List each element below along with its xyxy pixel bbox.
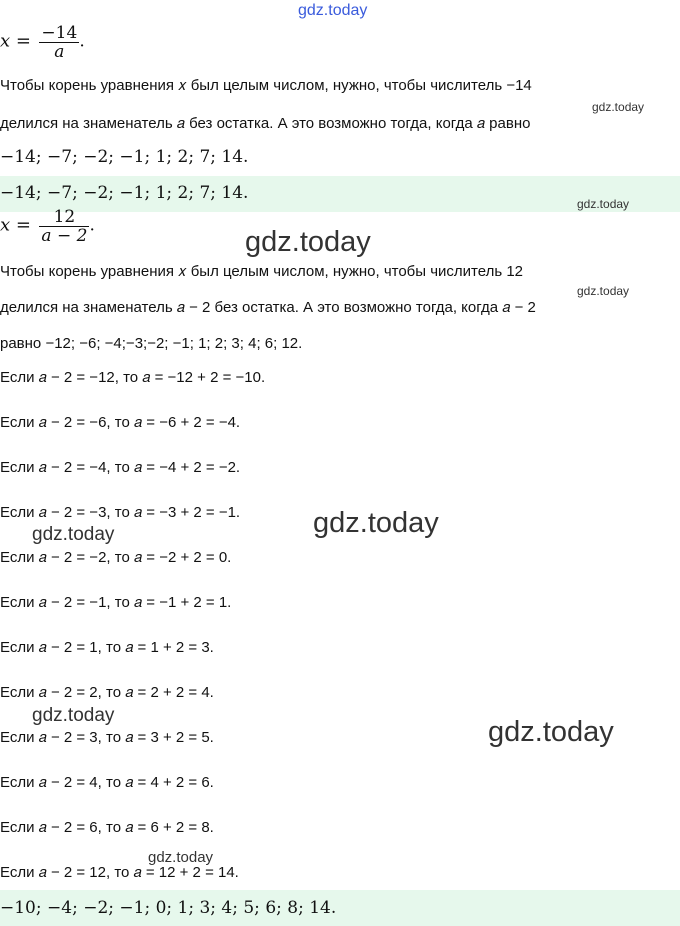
watermark: gdz.today: [313, 507, 439, 539]
formula-1: [0, 24, 85, 66]
case-line: Если 𝑎 − 2 = 6, то 𝑎 = 6 + 2 = 8.: [0, 819, 214, 836]
formula-end: .: [79, 31, 85, 52]
explanation-line-2: делился на знаменатель 𝑎 без остатка. А это возможно тогда, когда 𝑎 равно: [0, 115, 531, 132]
fraction: [39, 24, 79, 61]
watermark: gdz.today: [148, 849, 214, 866]
denominator: a − 2: [41, 226, 88, 246]
case-line: Если 𝑎 − 2 = −6, то 𝑎 = −6 + 2 = −4.: [0, 414, 241, 431]
fraction: [39, 208, 89, 245]
watermark: gdz.today: [577, 197, 630, 211]
explanation-line-1: Чтобы корень уравнения 𝑥 был целым числом, нужно, чтобы числитель 12: [0, 263, 524, 280]
formula-lhs: x =: [0, 214, 31, 236]
explanation-line-2: делился на знаменатель 𝑎 − 2 без остатка. А это возможно тогда, когда 𝑎 − 2: [0, 299, 536, 316]
case-line: Если 𝑎 − 2 = 2, то 𝑎 = 2 + 2 = 4.: [0, 684, 214, 701]
formula-end: .: [89, 215, 95, 236]
answer-2: −10; −4; −2; −1; 0; 1; 3; 4; 5; 6; 8; 14.: [0, 898, 337, 918]
case-line: Если 𝑎 − 2 = −3, то 𝑎 = −3 + 2 = −1.: [0, 504, 241, 521]
formula-lhs: x =: [0, 30, 31, 52]
case-line: Если 𝑎 − 2 = 4, то 𝑎 = 4 + 2 = 6.: [0, 774, 214, 791]
explanation-line-3: равно −12; −6; −4;−3;−2; −1; 1; 2; 3; 4; 6; 12.: [0, 335, 303, 352]
case-line: Если 𝑎 − 2 = −12, то 𝑎 = −12 + 2 = −10.: [0, 369, 266, 386]
watermark-top: gdz.today: [298, 2, 368, 19]
divisors-list: −14; −7; −2; −1; 1; 2; 7; 14.: [0, 147, 249, 167]
watermark: gdz.today: [577, 284, 630, 298]
denominator: a: [54, 42, 65, 62]
numerator: 12: [39, 208, 89, 227]
case-line: Если 𝑎 − 2 = −2, то 𝑎 = −2 + 2 = 0.: [0, 549, 232, 566]
watermark: gdz.today: [592, 100, 645, 114]
watermark: gdz.today: [488, 716, 614, 748]
case-line: Если 𝑎 − 2 = 12, то 𝑎 = 12 + 2 = 14.: [0, 864, 239, 881]
case-line: Если 𝑎 − 2 = −1, то 𝑎 = −1 + 2 = 1.: [0, 594, 232, 611]
formula-2: [0, 208, 95, 245]
watermark: gdz.today: [32, 705, 115, 726]
case-line: Если 𝑎 − 2 = 3, то 𝑎 = 3 + 2 = 5.: [0, 729, 214, 746]
answer-1: −14; −7; −2; −1; 1; 2; 7; 14.: [0, 183, 249, 203]
explanation-line-1: Чтобы корень уравнения 𝑥 был целым числом, нужно, чтобы числитель −14: [0, 77, 532, 94]
watermark: gdz.today: [245, 226, 371, 258]
watermark: gdz.today: [32, 524, 115, 545]
numerator: −14: [41, 24, 78, 43]
case-line: Если 𝑎 − 2 = −4, то 𝑎 = −4 + 2 = −2.: [0, 459, 241, 476]
case-line: Если 𝑎 − 2 = 1, то 𝑎 = 1 + 2 = 3.: [0, 639, 214, 656]
